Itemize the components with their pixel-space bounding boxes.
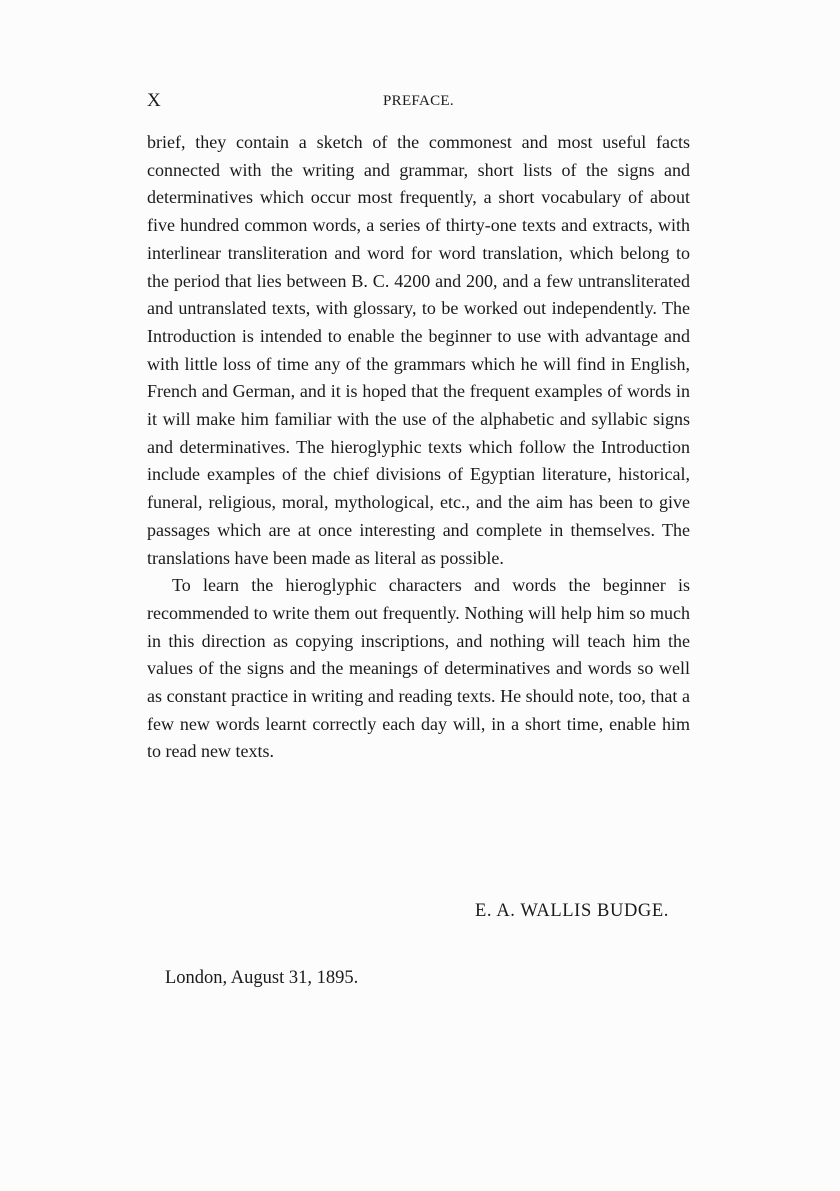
paragraph: To learn the hieroglyphic characters and words the beginner is recommended to write them out frequently. Nothing will help him so much in this direction as copying inscriptions, and nothing will teach him the values of the signs and the meanings of determinatives and words so well as constant practice in writing and reading texts. He should note, too, that a few new words learnt correctly each day will, in a short time, enable him to read new texts. [147,575,690,762]
paragraph: brief, they contain a sketch of the commonest and most useful facts connected with the writing and grammar, short lists of the signs and determinatives which occur most frequently, a short vocabulary of about five hundred common words, a series of thirty-one texts and extracts, with interlinear transliteration and word for word translation, which belong to the period that lies between B. C. 4200 and 200, and a few untransliterated and untranslated texts, with glossary, to be worked out independently. The Introduction is intended to enable the beginner to use with advantage and with little loss of time any of the grammars which he will find in English, French and German, and it is hoped that the frequent examples of words in it will make him familiar with the use of the alphabetic and syllabic signs and determinatives. The hieroglyphic texts which follow the Introduction include examples of the chief divisions of Egyptian literature, historical, funeral, religious, moral, mythological, etc., and the aim has been to give passages which are at once interesting and complete in themselves. The translations have been made as literal as possible. [147,132,690,568]
running-title: PREFACE. [383,93,454,109]
dateline: London, August 31, 1895. [165,968,359,988]
preface-body [147,129,690,766]
author-signature: E. A. WALLIS BUDGE. [475,901,669,921]
page-number: X [147,90,161,111]
